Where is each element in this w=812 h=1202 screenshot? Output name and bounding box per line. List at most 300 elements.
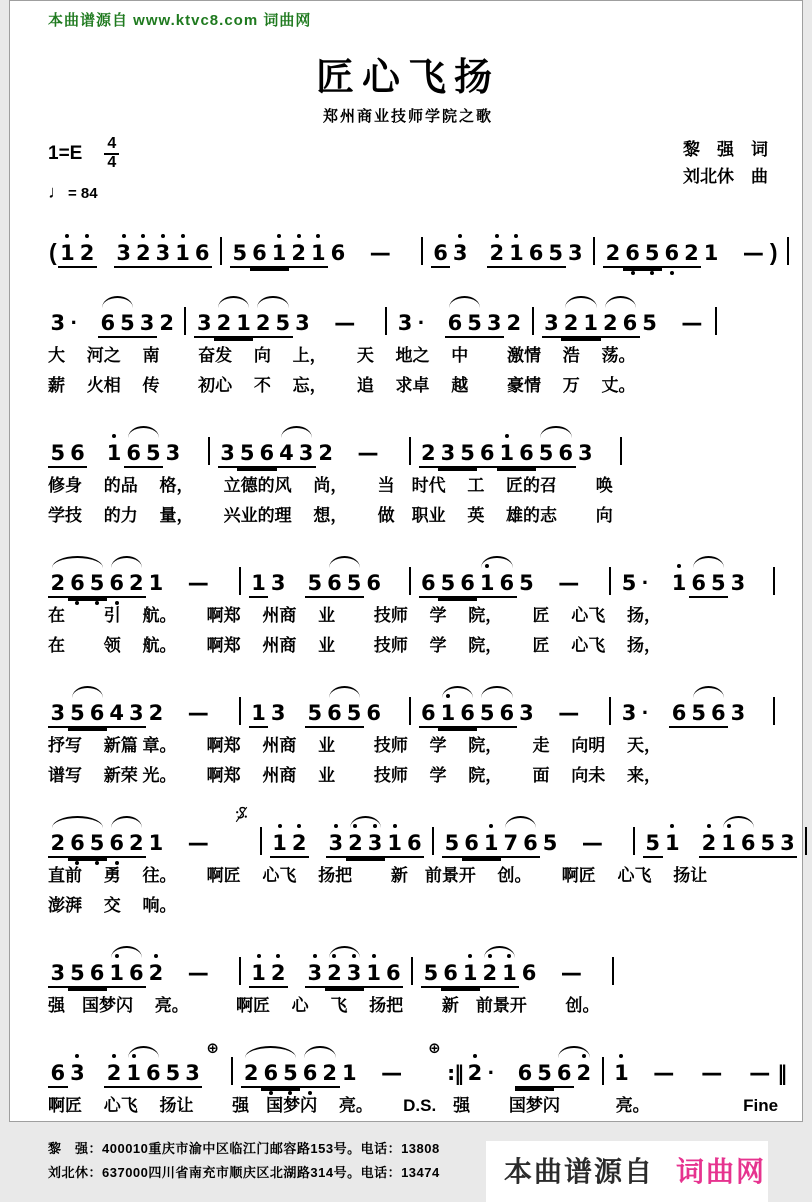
- note: 6: [68, 570, 88, 596]
- note: 2: [574, 1060, 594, 1086]
- note: 2: [506, 310, 522, 335]
- note: 3: [114, 240, 134, 266]
- slur-group: [346, 830, 385, 859]
- note: 3: [270, 700, 286, 725]
- barline: [409, 437, 411, 465]
- subtitle: 郑州商业技师学院之歌: [322, 108, 493, 125]
- note: 6: [366, 700, 381, 725]
- music-system-4: [48, 547, 768, 659]
- note: 5: [458, 440, 478, 466]
- note: 2: [682, 240, 702, 266]
- sustain-dash: —: [560, 960, 582, 985]
- note: 1: [364, 960, 384, 986]
- note: 1: [107, 960, 127, 986]
- note: 3: [438, 440, 458, 466]
- note: 6: [556, 440, 576, 466]
- note: 6: [419, 700, 439, 726]
- note: 5: [758, 830, 778, 856]
- music-system-3: [48, 417, 768, 529]
- note: 1: [477, 570, 497, 596]
- sustain-dash: —: [334, 310, 356, 335]
- note: 6: [708, 700, 728, 726]
- lyrics-line: 啊匠 心飞 扬让 强 国梦闪 亮。 D.S. 强 国梦闪 亮。 Fine: [48, 1095, 779, 1115]
- barline: [409, 567, 411, 595]
- note: 6: [477, 440, 497, 466]
- note: 1: [500, 960, 520, 986]
- barline: [432, 827, 434, 855]
- barline: [220, 237, 222, 265]
- note: 5: [708, 570, 728, 596]
- note: 3: [397, 310, 413, 335]
- barline: [787, 237, 789, 265]
- note: 5: [621, 570, 637, 595]
- note: 6: [669, 700, 689, 726]
- note: 5: [163, 1060, 183, 1086]
- note: 3: [365, 830, 385, 856]
- slur-group: [501, 830, 540, 859]
- note: 2: [289, 240, 309, 266]
- slur-group: [477, 570, 516, 599]
- sustain-dash: —: [681, 310, 703, 335]
- slur-group: [107, 830, 146, 859]
- slur-group: [253, 310, 292, 339]
- note: 2: [104, 1060, 124, 1086]
- time-signature-numerator: 4: [104, 136, 119, 155]
- music-system-5: [48, 677, 768, 789]
- final-barline: ‖: [777, 1060, 788, 1085]
- note: 3: [578, 440, 593, 465]
- notation-line: [48, 287, 768, 339]
- music-system-2: [48, 287, 768, 399]
- note: 5: [465, 310, 485, 336]
- slur-group: [98, 310, 137, 339]
- note: 2: [159, 310, 174, 335]
- barline: [633, 827, 635, 855]
- slur-group: [48, 830, 107, 859]
- lyrics-line: 澎湃 交 响。: [48, 895, 177, 915]
- note: 6: [458, 570, 478, 596]
- sustain-dash: —: [558, 570, 580, 595]
- slur-group: [536, 440, 575, 469]
- note: 5: [68, 960, 88, 986]
- slur-group: [300, 1060, 339, 1089]
- note: 5: [305, 570, 325, 596]
- note: 3: [295, 310, 310, 335]
- barline: [239, 567, 241, 595]
- note: 6: [300, 1060, 320, 1086]
- note: 6: [127, 960, 147, 986]
- augmentation-dot: ·: [641, 699, 650, 725]
- music-system-8: [48, 1037, 788, 1119]
- note: 2: [127, 570, 147, 596]
- note: 2: [253, 310, 273, 336]
- note: 1: [269, 240, 289, 266]
- note: 5: [230, 240, 250, 266]
- note: 3: [194, 310, 214, 336]
- slur-group: [241, 1060, 300, 1089]
- note: 2: [127, 830, 147, 856]
- augmentation-dot: ·: [641, 569, 650, 595]
- note: 5: [546, 240, 566, 266]
- slur-group: [689, 700, 728, 729]
- note: 5: [344, 700, 364, 726]
- notation-line: [48, 547, 768, 599]
- note: 4: [107, 700, 127, 726]
- quarter-note-icon: ♩: [48, 181, 66, 202]
- note: 5: [87, 830, 107, 856]
- footer: [48, 1137, 768, 1186]
- sustain-dash: —: [381, 1060, 403, 1085]
- slur-group: [601, 310, 640, 339]
- note: 5: [48, 440, 68, 466]
- key-tempo-block: [48, 136, 119, 203]
- lyrics-line: 在 引 航。 啊郑 州商 业 技师 学 院， 匠 心飞 扬，: [48, 605, 661, 625]
- note: 5: [344, 570, 364, 596]
- sustain-dash: —: [558, 700, 580, 725]
- notation-line: [48, 417, 768, 469]
- slur-group: [124, 1060, 163, 1089]
- note: 6: [497, 700, 517, 726]
- slur-group: [68, 700, 107, 729]
- barline: [609, 567, 611, 595]
- note: 6: [689, 570, 709, 596]
- barline: [231, 1057, 233, 1085]
- barline: [260, 827, 262, 855]
- note: 3: [296, 440, 316, 466]
- lyrics-line: 薪 火相 传 初心 不 忘， 追 求卓 越 豪情 万 丈。: [48, 375, 636, 395]
- sustain-dash: —: [369, 240, 391, 265]
- note: 5: [442, 830, 462, 856]
- note: 6: [366, 570, 381, 595]
- note: 5: [542, 830, 558, 855]
- note: 5: [519, 570, 534, 595]
- note: 2: [241, 1060, 261, 1086]
- tempo-mark: [48, 182, 119, 203]
- note: 6: [445, 310, 465, 336]
- barline: [411, 957, 413, 985]
- note: 3: [344, 960, 364, 986]
- note: 6: [517, 440, 537, 466]
- augmentation-dot: ·: [417, 309, 426, 335]
- key-signature: 1=E: [48, 142, 83, 164]
- slur-group: [325, 960, 364, 989]
- sustain-dash: —: [749, 1060, 771, 1085]
- note: 1: [663, 830, 683, 856]
- barline: [612, 957, 614, 985]
- close-paren: ): [769, 238, 778, 265]
- note: 5: [118, 310, 138, 336]
- note: 3: [50, 310, 66, 335]
- note: 3: [68, 1060, 88, 1086]
- barline: [385, 307, 387, 335]
- slur-group: [325, 570, 364, 599]
- note: 1: [124, 1060, 144, 1086]
- notation-line: [48, 217, 778, 269]
- note: 2: [148, 700, 164, 725]
- slur-group: [445, 310, 484, 339]
- note: 5: [421, 960, 441, 986]
- note: 5: [68, 700, 88, 726]
- sustain-dash: —: [187, 570, 209, 595]
- lyricist-credit: 黎 强 词: [683, 140, 768, 159]
- note: 6: [662, 240, 682, 266]
- note: 3: [48, 700, 68, 726]
- note: 6: [107, 570, 127, 596]
- slur-group: [214, 310, 253, 339]
- footer-watermark-overlay: [486, 1141, 768, 1202]
- note: 6: [68, 440, 88, 466]
- note: 1: [612, 1060, 632, 1086]
- note: 3: [153, 240, 173, 266]
- note: 3: [519, 700, 534, 725]
- note: 5: [477, 700, 497, 726]
- note: 6: [250, 240, 270, 266]
- augmentation-dot: ·: [70, 309, 78, 335]
- note: 2: [289, 830, 309, 856]
- notation-line: [48, 937, 768, 989]
- note: 2: [603, 240, 623, 266]
- note: 6: [462, 830, 482, 856]
- note: 1: [669, 570, 689, 596]
- note: 2: [480, 960, 500, 986]
- note: 5: [642, 310, 657, 335]
- note: 5: [689, 700, 709, 726]
- note: 5: [536, 440, 556, 466]
- note: 6: [330, 240, 346, 265]
- lyrics-line: 直前 勇 往。 啊匠 心飞 扬把 新 前景开 创。 啊匠 心飞 扬让: [48, 865, 708, 885]
- time-signature-denominator: 4: [107, 153, 117, 171]
- note: 1: [249, 700, 269, 726]
- note: 2: [77, 240, 97, 266]
- note: 6: [526, 240, 546, 266]
- note: 2: [48, 570, 68, 596]
- note: 6: [554, 1060, 574, 1086]
- sustain-dash: —: [187, 830, 209, 855]
- note: 6: [107, 830, 127, 856]
- note: 1: [497, 440, 517, 466]
- note: 2: [465, 1060, 485, 1086]
- note: 2: [134, 240, 154, 266]
- note: 6: [419, 570, 439, 596]
- slur-group: [554, 1060, 593, 1089]
- segno-icon: [235, 806, 250, 832]
- note: 6: [620, 310, 640, 336]
- brand-text-pink: 词曲网: [675, 1155, 766, 1187]
- note: 3: [621, 700, 637, 725]
- barline: [239, 697, 241, 725]
- slur-group: [325, 700, 364, 729]
- slur-group: [438, 700, 477, 729]
- lyrics-line: 学技 的力 量， 兴业的理 想， 做 职业 英 雄的志 向: [48, 505, 613, 525]
- note: 2: [318, 440, 333, 465]
- note: 1: [104, 440, 124, 466]
- note: 3: [270, 570, 286, 595]
- brand-text-dark: 本曲谱源自: [503, 1155, 654, 1187]
- note: 6: [325, 570, 345, 596]
- note: 3: [165, 440, 181, 465]
- slur-group: [689, 570, 728, 599]
- note: 3: [568, 240, 583, 265]
- barline: [593, 237, 595, 265]
- time-signature: [104, 136, 119, 172]
- note: 6: [441, 960, 461, 986]
- note: 2: [419, 440, 439, 466]
- barline: [184, 307, 186, 335]
- barline: [602, 1057, 604, 1085]
- note: 2: [268, 960, 288, 986]
- note: 6: [521, 830, 541, 856]
- note: 3: [484, 310, 504, 336]
- coda-icon: ⊕: [428, 1039, 441, 1057]
- slur-group: [277, 440, 316, 469]
- note: 1: [385, 830, 405, 856]
- note: 5: [643, 830, 663, 856]
- slur-group: [107, 570, 146, 599]
- lyrics-line: 谱写 新荣 光。 啊郑 州商 业 技师 学 院， 面 向未 来，: [48, 765, 661, 785]
- note: 6: [87, 960, 107, 986]
- note: 1: [507, 240, 527, 266]
- credits-block: [683, 136, 768, 190]
- footer-line-1: 黎 强：400010重庆市渝中区临江门邮容路153号。电话：13808: [48, 1140, 440, 1156]
- note: 6: [458, 700, 478, 726]
- note: 1: [438, 700, 458, 726]
- note: 1: [719, 830, 739, 856]
- lyrics-line: 修身 的品 格， 立德的风 尚， 当 时代 工 匠的召 唤: [48, 475, 613, 495]
- note: 3: [778, 830, 798, 856]
- barline: [715, 307, 717, 335]
- note: 3: [127, 700, 147, 726]
- barline: [773, 567, 775, 595]
- note: 3: [730, 570, 746, 595]
- barline: [421, 237, 423, 265]
- note: 3: [48, 960, 68, 986]
- note: 1: [234, 310, 254, 336]
- music-system-1: [48, 217, 778, 269]
- barline: [620, 437, 622, 465]
- note: 3: [730, 700, 746, 725]
- note: 1: [58, 240, 78, 266]
- slur-group: [480, 960, 519, 989]
- note: 3: [326, 830, 346, 856]
- note: 2: [561, 310, 581, 336]
- note: 6: [738, 830, 758, 856]
- note: 6: [68, 830, 88, 856]
- note: 1: [173, 240, 193, 266]
- sustain-dash: —: [357, 440, 379, 465]
- note: 2: [699, 830, 719, 856]
- lyrics-line: 强 国梦闪 亮。 啊匠 心 飞 扬把 新 前景开 创。: [48, 995, 600, 1015]
- note: 5: [642, 240, 662, 266]
- footer-line-2: 刘北休：637000四川省南充市顺庆区北湖路314号。电话：13474: [48, 1165, 440, 1181]
- note: 5: [237, 440, 257, 466]
- note: 5: [535, 1060, 555, 1086]
- page-title: 匠心飞扬: [315, 57, 500, 99]
- note: 6: [325, 700, 345, 726]
- slur-group: [561, 310, 600, 339]
- notation-line: [48, 807, 795, 859]
- note: 6: [144, 1060, 164, 1086]
- augmentation-dot: ·: [487, 1059, 496, 1085]
- note: 6: [384, 960, 404, 986]
- repeat-end-barline: :‖: [447, 1060, 464, 1085]
- note: 1: [249, 960, 269, 986]
- note: 6: [405, 830, 425, 856]
- barline: [532, 307, 534, 335]
- note: 6: [431, 240, 451, 266]
- barline: [773, 697, 775, 725]
- tempo-value: = 84: [68, 184, 98, 202]
- note: 1: [309, 240, 329, 266]
- note: 1: [460, 960, 480, 986]
- note: 2: [601, 310, 621, 336]
- composer-credit: 刘北休 曲: [683, 167, 768, 187]
- note: 1: [148, 570, 164, 595]
- note: 2: [214, 310, 234, 336]
- barline: [409, 697, 411, 725]
- note: 5: [438, 570, 458, 596]
- note: 3: [450, 240, 470, 266]
- note: 6: [261, 1060, 281, 1086]
- lyrics-line: 大 河之 南 奋发 向 上， 天 地之 中 激情 浩 荡。: [48, 345, 636, 365]
- note: 5: [281, 1060, 301, 1086]
- music-system-7: [48, 937, 768, 1019]
- note: 6: [48, 1060, 68, 1086]
- notation-line: [48, 677, 768, 729]
- note: 2: [487, 240, 507, 266]
- note: 5: [87, 570, 107, 596]
- note: 7: [501, 830, 521, 856]
- note: 3: [183, 1060, 203, 1086]
- note: 6: [257, 440, 277, 466]
- barline: [208, 437, 210, 465]
- note: 2: [346, 830, 366, 856]
- note: 6: [124, 440, 144, 466]
- note: 2: [325, 960, 345, 986]
- sustain-dash: —: [187, 700, 209, 725]
- note: 6: [521, 960, 537, 985]
- note: 3: [305, 960, 325, 986]
- open-paren: (: [49, 238, 57, 265]
- lyrics-line: 抒写 新篇 章。 啊郑 州商 业 技师 学 院， 走 向明 天，: [48, 735, 661, 755]
- slur-group: [107, 960, 146, 989]
- note: 6: [98, 310, 118, 336]
- sustain-dash: —: [701, 1060, 723, 1085]
- note: 4: [277, 440, 297, 466]
- barline: [239, 957, 241, 985]
- top-watermark: 本曲谱源自 www.ktvc8.com 词曲网: [48, 12, 312, 29]
- note: 3: [137, 310, 157, 336]
- note: 6: [192, 240, 212, 266]
- note: 3: [542, 310, 562, 336]
- barline: [805, 827, 807, 855]
- sustain-dash: —: [187, 960, 209, 985]
- note: 1: [481, 830, 501, 856]
- note: 2: [48, 830, 68, 856]
- note: 1: [703, 240, 719, 265]
- note: 6: [515, 1060, 535, 1086]
- note: 1: [581, 310, 601, 336]
- note: 1: [270, 830, 290, 856]
- note: 5: [144, 440, 164, 466]
- lyrics-line: 在 领 航。 啊郑 州商 业 技师 学 院， 匠 心飞 扬，: [48, 635, 661, 655]
- note: 1: [342, 1060, 357, 1085]
- note: 2: [146, 960, 166, 986]
- note: 1: [249, 570, 269, 596]
- slur-group: [477, 700, 516, 729]
- note: 6: [87, 700, 107, 726]
- note: 5: [273, 310, 293, 336]
- note: 6: [623, 240, 643, 266]
